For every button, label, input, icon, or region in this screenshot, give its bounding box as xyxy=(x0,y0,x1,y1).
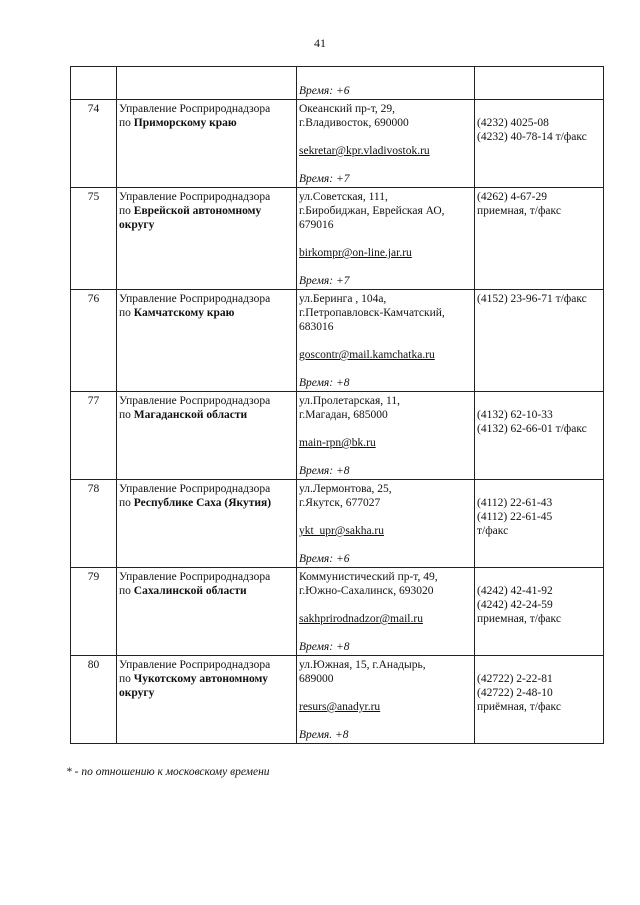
phone-cell xyxy=(475,67,604,100)
address-line: Коммунистический пр-т, 49, xyxy=(299,571,438,583)
timezone-note: Время: +8 xyxy=(299,641,350,653)
address-cell xyxy=(297,480,475,568)
phone-spacer xyxy=(477,658,601,672)
org-preposition: по xyxy=(119,307,134,319)
phone-line: (4242) 42-41-92 xyxy=(477,585,553,597)
table-row xyxy=(71,188,604,290)
timezone-note: Время: +6 xyxy=(299,553,350,565)
phone-line: (4112) 22-61-43 xyxy=(477,497,553,509)
contacts-table xyxy=(70,66,604,744)
address-cell xyxy=(297,100,475,188)
address-line: 683016 xyxy=(299,321,334,333)
row-number: 74 xyxy=(71,100,117,188)
timezone-note: Время: +8 xyxy=(299,465,350,477)
address-line: г.Биробиджан, Еврейская АО, xyxy=(299,205,445,217)
org-region: Приморскому краю xyxy=(133,117,237,129)
org-region: Сахалинской области xyxy=(133,585,247,597)
org-preposition: по xyxy=(119,409,134,421)
org-preposition: по xyxy=(119,205,134,217)
address-cell xyxy=(297,188,475,290)
email-link[interactable]: main-rpn@bk.ru xyxy=(299,437,376,449)
timezone-note: Время. +8 xyxy=(299,729,349,741)
address-line: 689000 xyxy=(299,673,334,685)
address-line: г.Петропавловск-Камчатский, xyxy=(299,307,445,319)
timezone-note: Время: +6 xyxy=(299,85,350,97)
phone-line: (4132) 62-66-01 т/факс xyxy=(477,423,587,435)
phone-line: (4112) 22-61-45 xyxy=(477,511,553,523)
org-prefix: Управление Росприроднадзора xyxy=(119,293,271,305)
phone-spacer xyxy=(477,482,601,496)
org-preposition: по xyxy=(119,673,134,685)
phone-spacer xyxy=(477,394,601,408)
address-line: г.Якутск, 677027 xyxy=(299,497,381,509)
row-number: 75 xyxy=(71,188,117,290)
phone-line: (4232) 4025-08 xyxy=(477,117,549,129)
org-region: Камчатскому краю xyxy=(133,307,235,319)
phone-line: (4152) 23-96-71 т/факс xyxy=(477,293,587,305)
org-prefix: Управление Росприроднадзора xyxy=(119,103,271,115)
org-preposition: по xyxy=(119,117,134,129)
table-row-continuation xyxy=(71,67,604,100)
address-line: ул.Пролетарская, 11, xyxy=(299,395,400,407)
phone-cell xyxy=(475,568,604,656)
row-number: 76 xyxy=(71,290,117,392)
org-region: Магаданской области xyxy=(133,409,248,421)
row-number: 79 xyxy=(71,568,117,656)
phone-cell xyxy=(475,188,604,290)
org-cell xyxy=(117,656,297,744)
phone-spacer xyxy=(477,102,601,116)
email-link[interactable]: sekretar@kpr.vladivostok.ru xyxy=(299,145,430,157)
num-cell xyxy=(71,67,117,100)
org-prefix: Управление Росприроднадзора xyxy=(119,659,271,671)
address-cell xyxy=(297,67,475,100)
address-line: ул.Советская, 111, xyxy=(299,191,388,203)
address-line: ул.Беринга , 104а, xyxy=(299,293,387,305)
org-cell xyxy=(117,67,297,100)
address-line: ул.Лермонтова, 25, xyxy=(299,483,392,495)
phone-line: (4132) 62-10-33 xyxy=(477,409,553,421)
org-cell xyxy=(117,568,297,656)
timezone-note: Время: +8 xyxy=(299,377,350,389)
phone-line: приёмная, т/факс xyxy=(477,701,561,713)
phone-line: (4262) 4-67-29 xyxy=(477,191,547,203)
phone-spacer xyxy=(477,570,601,584)
page-number: 41 xyxy=(314,36,326,50)
org-region: Республике Саха (Якутия) xyxy=(133,497,272,509)
org-prefix: Управление Росприроднадзора xyxy=(119,571,271,583)
row-number: 78 xyxy=(71,480,117,568)
address-line: г.Магадан, 685000 xyxy=(299,409,388,421)
address-line: г.Владивосток, 690000 xyxy=(299,117,409,129)
timezone-note: Время: +7 xyxy=(299,173,350,185)
table-row xyxy=(71,656,604,744)
footnote: * - по отношению к московскому времени xyxy=(66,766,270,778)
org-preposition: по xyxy=(119,585,134,597)
org-region: Чукотскому автономному округу xyxy=(119,673,269,699)
phone-line: (4232) 40-78-14 т/факс xyxy=(477,131,587,143)
row-number: 80 xyxy=(71,656,117,744)
phone-cell xyxy=(475,100,604,188)
table-row xyxy=(71,568,604,656)
address-cell xyxy=(297,392,475,480)
phone-line: (4242) 42-24-59 xyxy=(477,599,553,611)
org-prefix: Управление Росприроднадзора xyxy=(119,191,271,203)
phone-cell xyxy=(475,480,604,568)
email-link[interactable]: ykt_upr@sakha.ru xyxy=(299,525,385,537)
phone-line: приемная, т/факс xyxy=(477,205,561,217)
phone-line: (42722) 2-22-81 xyxy=(477,673,553,685)
timezone-note: Время: +7 xyxy=(299,275,350,287)
phone-line: приемная, т/факс xyxy=(477,613,561,625)
org-cell xyxy=(117,100,297,188)
table-row xyxy=(71,100,604,188)
table-row xyxy=(71,480,604,568)
org-cell xyxy=(117,290,297,392)
address-cell xyxy=(297,290,475,392)
row-number: 77 xyxy=(71,392,117,480)
phone-cell xyxy=(475,656,604,744)
phone-line: (42722) 2-48-10 xyxy=(477,687,553,699)
table-row xyxy=(71,290,604,392)
phone-cell xyxy=(475,290,604,392)
address-line: г.Южно-Сахалинск, 693020 xyxy=(299,585,434,597)
email-link[interactable]: sakhprirodnadzor@mail.ru xyxy=(299,613,423,625)
org-cell xyxy=(117,188,297,290)
address-cell xyxy=(297,656,475,744)
table-row xyxy=(71,392,604,480)
email-link[interactable]: birkompr@on-line.jar.ru xyxy=(299,247,412,259)
org-region: Еврейской автономному округу xyxy=(119,205,262,231)
org-cell xyxy=(117,392,297,480)
address-line: 679016 xyxy=(299,219,334,231)
phone-cell xyxy=(475,392,604,480)
org-prefix: Управление Росприроднадзора xyxy=(119,395,271,407)
email-link[interactable]: resurs@anadyr.ru xyxy=(299,701,381,713)
org-prefix: Управление Росприроднадзора xyxy=(119,483,271,495)
email-link[interactable]: goscontr@mail.kamchatka.ru xyxy=(299,349,435,361)
org-cell xyxy=(117,480,297,568)
phone-line: т/факс xyxy=(477,525,509,537)
org-preposition: по xyxy=(119,497,134,509)
address-cell xyxy=(297,568,475,656)
address-line: Океанский пр-т, 29, xyxy=(299,103,396,115)
address-line: ул.Южная, 15, г.Анадырь, xyxy=(299,659,426,671)
